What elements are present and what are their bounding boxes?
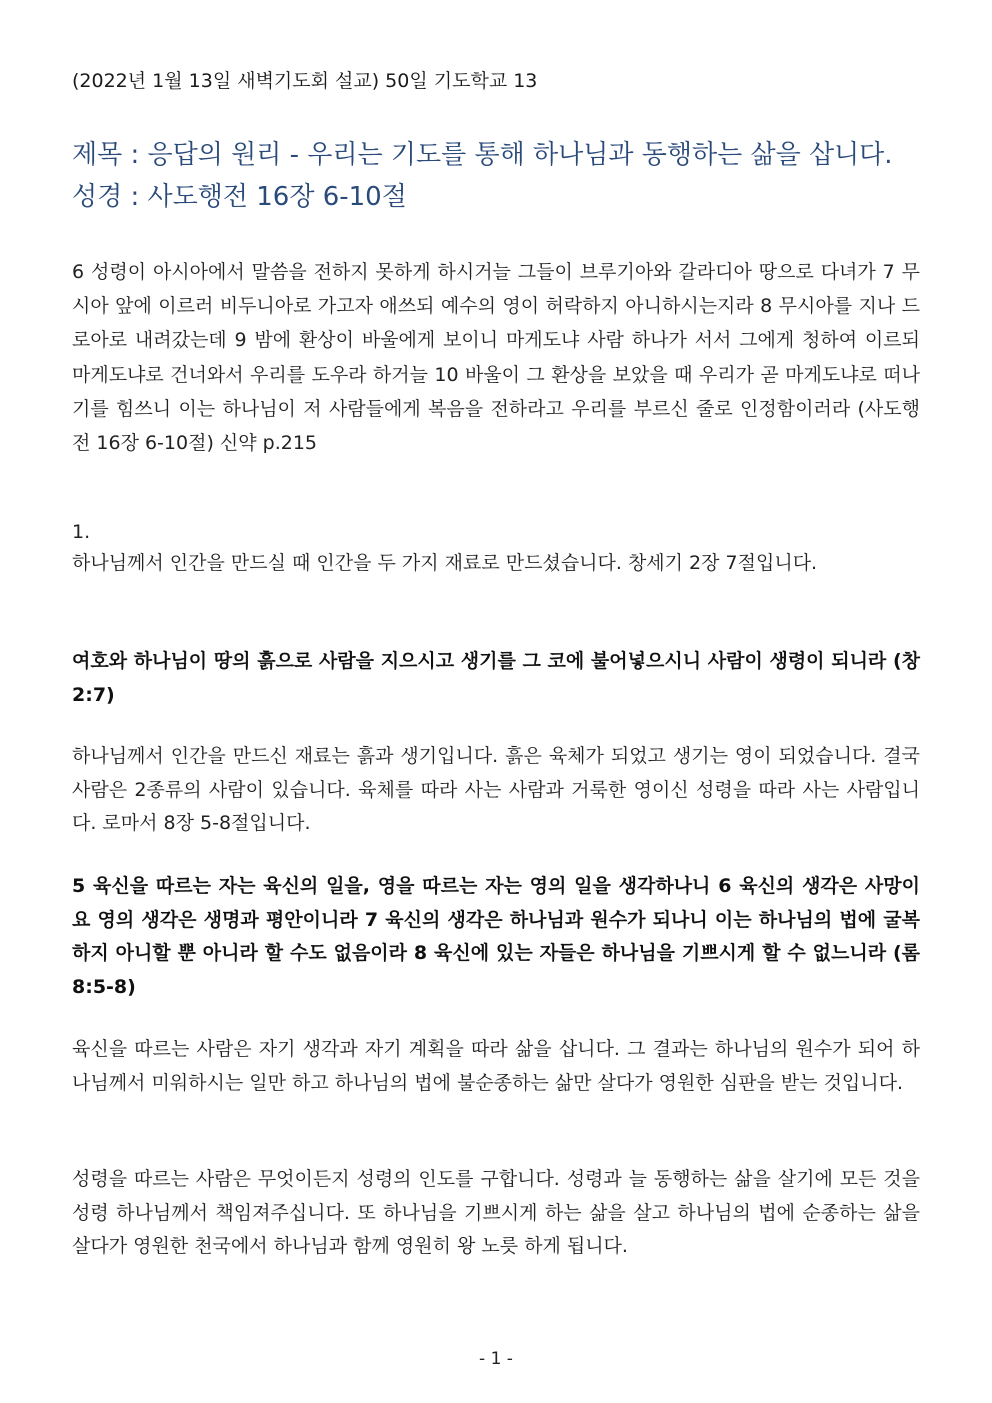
quoted-verse-romans: 5 육신을 따르는 자는 육신의 일을, 영을 따르는 자는 영의 일을 생각하나니 6 육신의 생각은 사망이요 영의 생각은 생명과 평안이니라 7 육신의 생각은 하나님과 원수가 되나니 이는 하나님의 법에 굴복하지 아니할 뿐 아니라 할 수도 없음이라 8 육신에 있는 자들은 하나님을 기쁘시게 할 수 없느니라 (롬 8:5-8) bbox=[72, 875, 920, 998]
scripture-reference: 성경 : 사도행전 16장 6-10절 bbox=[72, 182, 407, 212]
section-number: 1. bbox=[72, 521, 91, 543]
body-paragraph-two-kinds: 하나님께서 인간을 만드신 재료는 흙과 생기입니다. 흙은 육체가 되었고 생기는 영이 되었습니다. 결국 사람은 2종류의 사람이 있습니다. 육체를 따라 사는 사람과 거룩한 영이신 성령을 따라 사는 사람입니다. 로마서 8장 5-8절입니다. bbox=[72, 745, 920, 834]
scripture-passage: 6 성령이 아시아에서 말씀을 전하지 못하게 하시거늘 그들이 브루기아와 갈라디아 땅으로 다녀가 7 무시아 앞에 이르러 비두니아로 가고자 애쓰되 예수의 영이 허락하지 아니하시는지라 8 무시아를 지나 드로아로 내려갔는데 9 밤에 환상이 바울에게 보이니 마게도냐 사람 하나가 서서 그에게 청하여 이르되 마게도냐로 건너와서 우리를 도우라 하거늘 10 바울이 그 환상을 보았을 때 우리가 곧 마게도냐로 떠나기를 힘쓰니 이는 하나님이 저 사람들에게 복음을 전하라고 우리를 부르신 줄로 인정함이러라 (사도행전 16장 6-10절) 신약 p.215 bbox=[72, 261, 920, 455]
quoted-verse-genesis: 여호와 하나님이 땅의 흙으로 사람을 지으시고 생기를 그 코에 불어넣으시니 사람이 생령이 되니라 (창 2:7) bbox=[72, 650, 920, 706]
body-paragraph-intro: 하나님께서 인간을 만드실 때 인간을 두 가지 재료로 만드셨습니다. 창세기 2장 7절입니다. bbox=[72, 552, 818, 574]
sermon-header: (2022년 1월 13일 새벽기도회 설교) 50일 기도학교 13 bbox=[72, 70, 538, 92]
body-paragraph-spirit: 성령을 따르는 사람은 무엇이든지 성령의 인도를 구합니다. 성령과 늘 동행하는 삶을 살기에 모든 것을 성령 하나님께서 책임져주십니다. 또 하나님을 기쁘시게 하는 삶을 살고 하나님의 법에 순종하는 삶을 살다가 영원한 천국에서 하나님과 함께 영원히 왕 노릇 하게 됩니다. bbox=[72, 1168, 920, 1257]
page-number: - 1 - bbox=[479, 1349, 513, 1369]
body-paragraph-flesh: 육신을 따르는 사람은 자기 생각과 자기 계획을 따라 삶을 삽니다. 그 결과는 하나님의 원수가 되어 하나님께서 미워하시는 일만 하고 하나님의 법에 불순종하는 삶만 살다가 영원한 심판을 받는 것입니다. bbox=[72, 1038, 920, 1094]
sermon-title: 제목 : 응답의 원리 - 우리는 기도를 통해 하나님과 동행하는 삶을 삽니다. bbox=[72, 140, 893, 170]
